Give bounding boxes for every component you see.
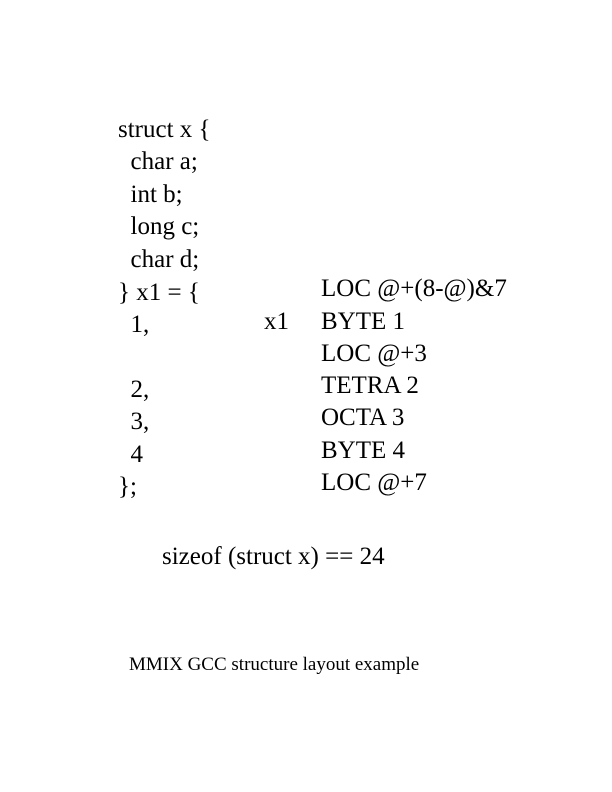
asm-line: LOC @+(8-@)&7 [321, 275, 507, 302]
figure-caption: MMIX GCC structure layout example [129, 654, 420, 675]
code-line: 3, [118, 408, 150, 435]
code-line: int b; [118, 181, 183, 208]
code-line: 2, [118, 376, 150, 403]
code-line: char a; [118, 148, 198, 175]
asm-label: x1 [264, 308, 289, 335]
code-line: struct x { [118, 116, 211, 143]
asm-line: BYTE 4 [321, 437, 406, 464]
asm-line: LOC @+7 [321, 469, 427, 496]
code-line: }; [118, 473, 137, 500]
asm-line: LOC @+3 [321, 340, 427, 367]
code-line: char d; [118, 246, 200, 273]
asm-line: OCTA 3 [321, 404, 405, 431]
code-line: } x1 = { [118, 279, 200, 306]
code-line: long c; [118, 213, 200, 240]
asm-line: BYTE 1 [321, 308, 406, 335]
asm-line: TETRA 2 [321, 372, 419, 399]
sizeof-statement: sizeof (struct x) == 24 [162, 543, 385, 570]
code-line: 4 [118, 441, 143, 468]
code-line: 1, [118, 311, 150, 338]
